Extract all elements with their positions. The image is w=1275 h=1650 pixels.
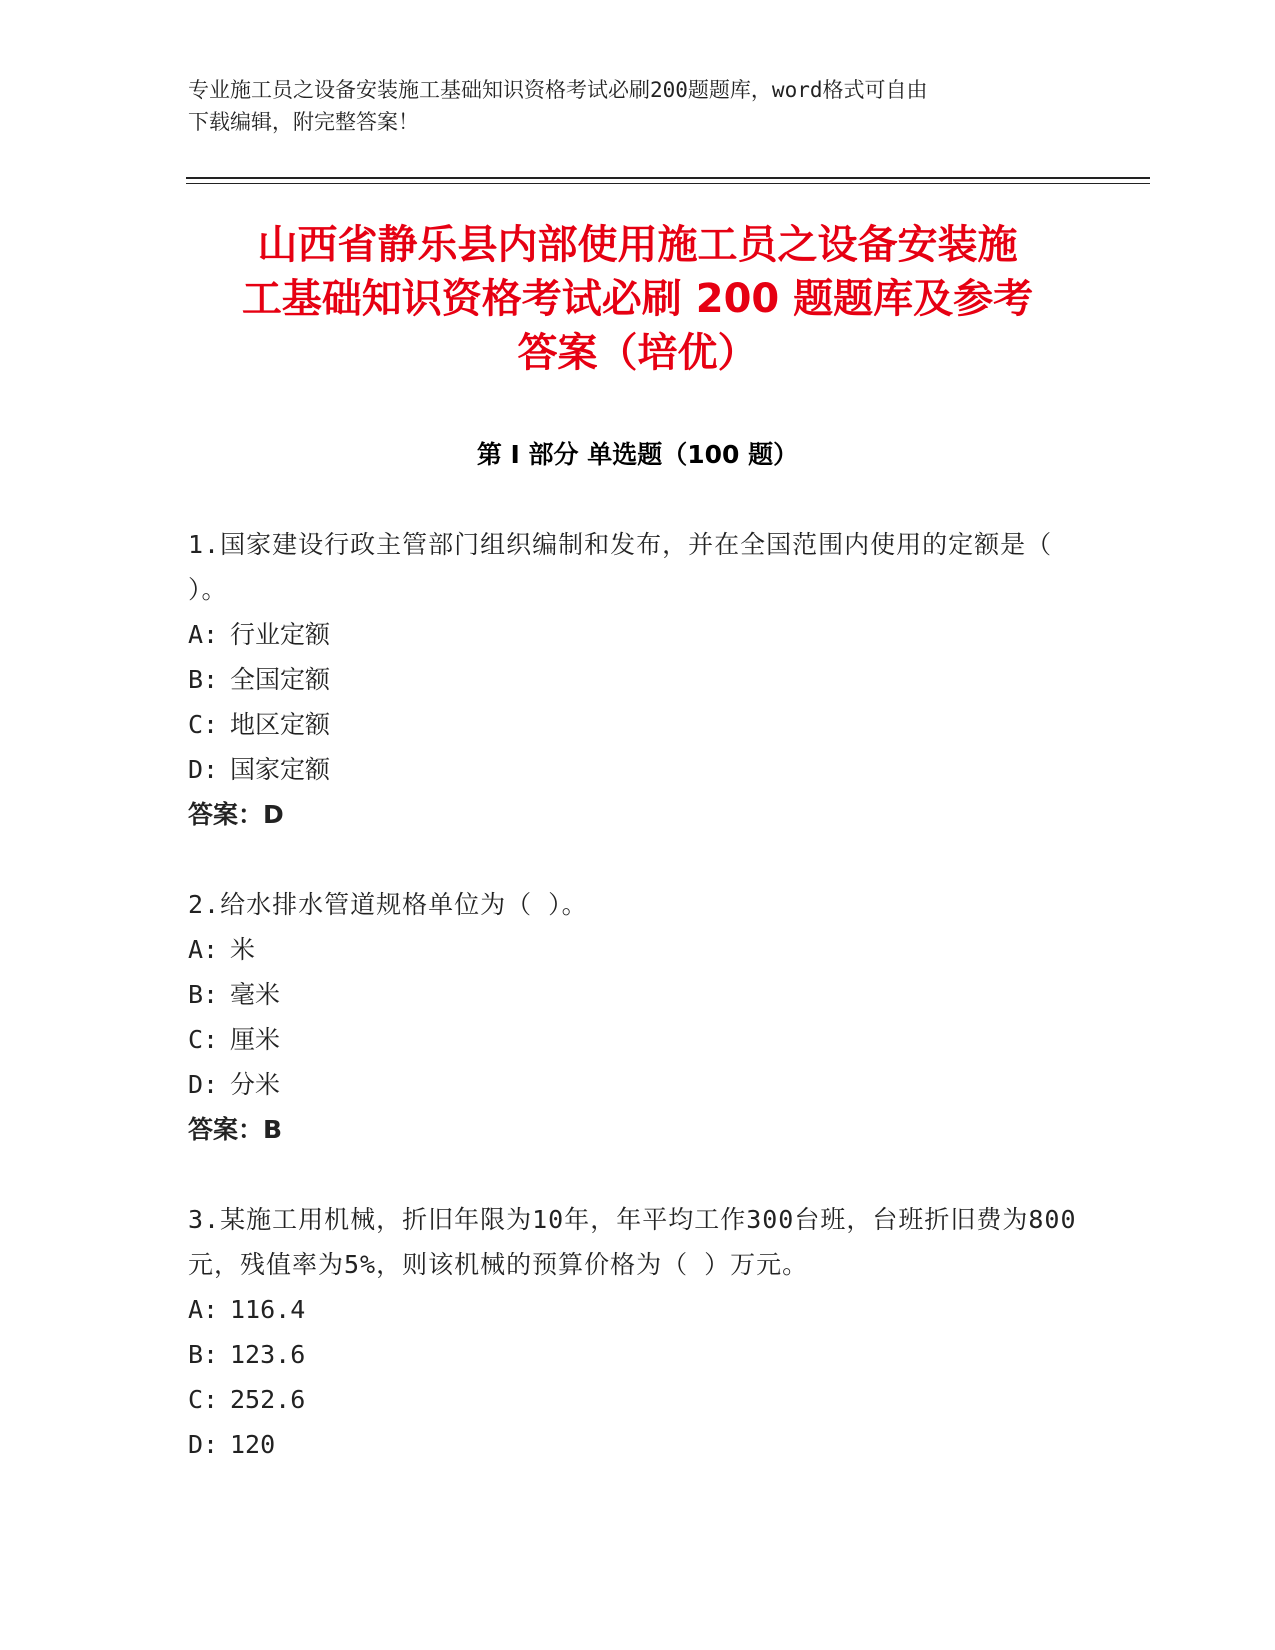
option-text: 行业定额 <box>230 620 331 649</box>
option-c <box>188 702 1088 747</box>
option-key: B: <box>188 665 219 694</box>
option-b <box>188 972 1088 1017</box>
question-stem: 3.某施工用机械，折旧年限为10年，年平均工作300台班，台班折旧费为800元，残值率为5%，则该机械的预算价格为（ ）万元。 <box>188 1205 1077 1279</box>
option-text: 国家定额 <box>230 755 331 784</box>
document-title <box>150 218 1125 380</box>
option-key: A: <box>188 620 219 649</box>
title-line-2: 工基础知识资格考试必刷 200 题题库及参考 <box>241 276 1034 322</box>
option-d <box>188 1062 1088 1107</box>
answer: 答案：B <box>188 1115 283 1144</box>
option-key: B: <box>188 980 219 1009</box>
question-stem: 1.国家建设行政主管部门组织编制和发布，并在全国范围内使用的定额是（ ）。 <box>188 530 1053 604</box>
option-key: A: <box>188 1295 219 1324</box>
option-key: C: <box>188 710 219 739</box>
option-text: 全国定额 <box>230 665 331 694</box>
option-a <box>188 612 1088 657</box>
answer: 答案：D <box>188 800 284 829</box>
option-a <box>188 927 1088 972</box>
option-text: 116.4 <box>230 1295 306 1324</box>
header-note-line-1: 专业施工员之设备安装施工基础知识资格考试必刷200题题库，word格式可自由 <box>188 78 928 102</box>
option-text: 地区定额 <box>230 710 331 739</box>
title-line-3: 答案（培优） <box>517 330 758 376</box>
question-2 <box>188 882 1088 1152</box>
option-key: D: <box>188 1070 219 1099</box>
option-key: B: <box>188 1340 219 1369</box>
question-1 <box>188 522 1088 837</box>
option-b <box>188 657 1088 702</box>
option-c <box>188 1377 1088 1422</box>
option-text: 毫米 <box>230 980 281 1009</box>
question-stem: 2.给水排水管道规格单位为（ ）。 <box>188 890 588 919</box>
option-text: 分米 <box>230 1070 281 1099</box>
option-text: 120 <box>230 1430 276 1459</box>
question-3 <box>188 1197 1088 1467</box>
option-key: C: <box>188 1385 219 1414</box>
option-b <box>188 1332 1088 1377</box>
option-text: 123.6 <box>230 1340 306 1369</box>
header-note-line-2: 下载编辑，附完整答案！ <box>188 110 419 134</box>
option-key: D: <box>188 1430 219 1459</box>
option-c <box>188 1017 1088 1062</box>
option-d <box>188 1422 1088 1467</box>
option-key: C: <box>188 1025 219 1054</box>
header-divider-thin <box>186 183 1150 184</box>
option-d <box>188 747 1088 792</box>
option-key: D: <box>188 755 219 784</box>
question-list <box>188 522 1088 1512</box>
header-note <box>188 74 1088 138</box>
option-key: A: <box>188 935 219 964</box>
header-divider-thick <box>186 177 1150 179</box>
section-heading: 第 I 部分 单选题（100 题） <box>476 440 799 469</box>
title-line-1: 山西省静乐县内部使用施工员之设备安装施 <box>257 222 1018 268</box>
option-text: 米 <box>230 935 256 964</box>
option-a <box>188 1287 1088 1332</box>
option-text: 厘米 <box>230 1025 281 1054</box>
option-text: 252.6 <box>230 1385 306 1414</box>
